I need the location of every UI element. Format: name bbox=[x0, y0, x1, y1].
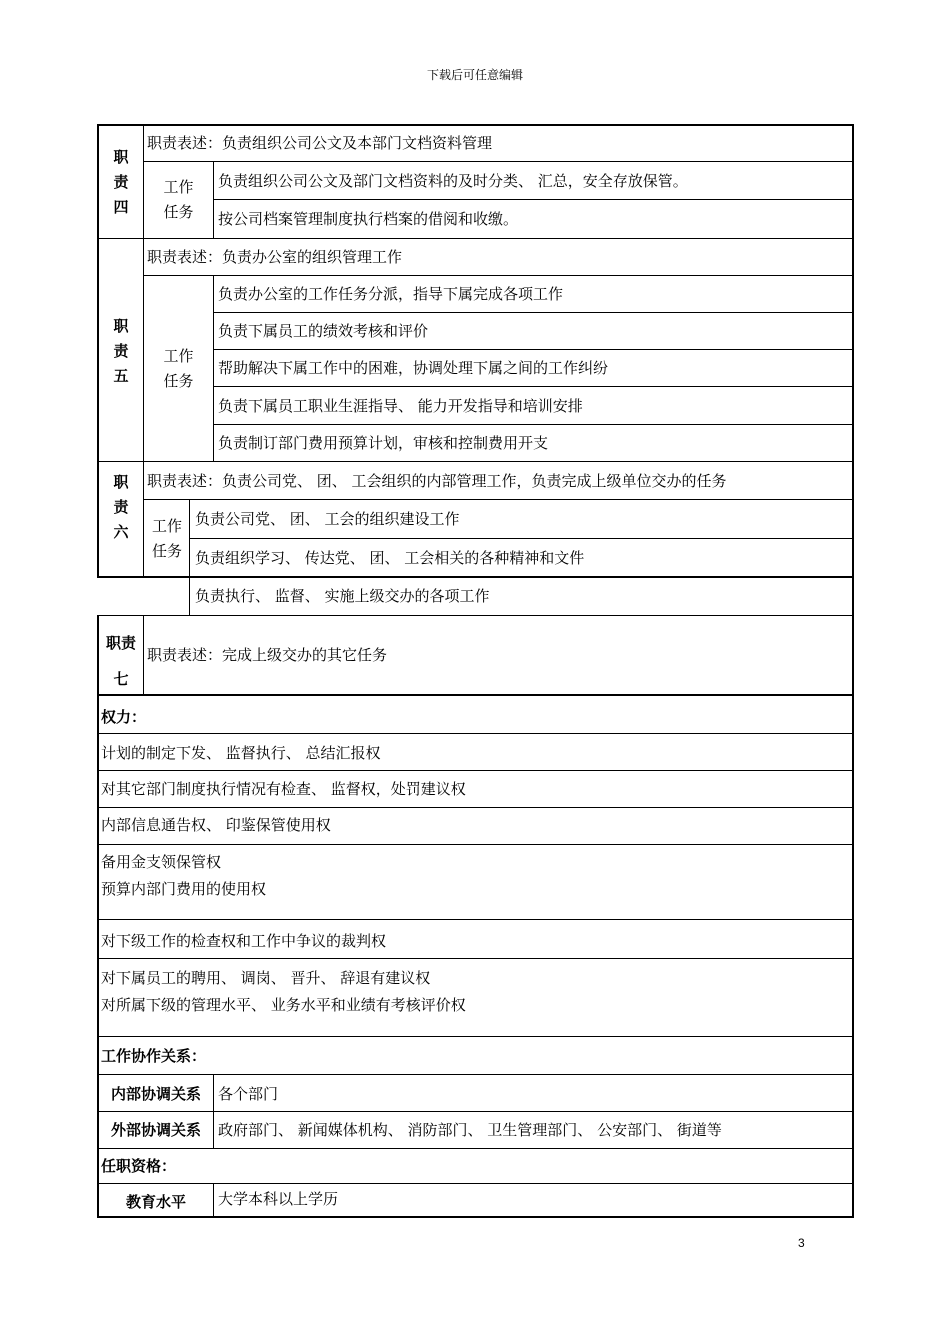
duty4-label: 职 责 四 bbox=[113, 148, 129, 216]
duty6-label: 职 责 六 bbox=[113, 473, 129, 541]
row-divider bbox=[213, 424, 853, 425]
duty5-task: 帮助解决下属工作中的困难，协调处理下属之间的工作纠纷 bbox=[218, 359, 609, 377]
power-item: 对所属下级的管理水平、 业务水平和业绩有考核评价权 bbox=[101, 996, 466, 1014]
power-item: 预算内部门费用的使用权 bbox=[101, 880, 267, 898]
row-divider bbox=[213, 386, 853, 387]
column-divider bbox=[213, 1074, 214, 1148]
duty4-task: 按公司档案管理制度执行档案的借阅和收缴。 bbox=[218, 210, 519, 228]
row-divider bbox=[97, 694, 853, 696]
duty7-description: 职责表述：完成上级交办的其它任务 bbox=[147, 646, 388, 664]
row-divider bbox=[97, 576, 853, 578]
row-divider bbox=[97, 733, 853, 734]
power-item: 对下属员工的聘用、 调岗、 晋升、 辞退有建议权 bbox=[101, 969, 431, 987]
table-bottom-border bbox=[97, 1216, 853, 1218]
duty6-task: 负责组织学习、 传达党、 团、 工会相关的各种精神和文件 bbox=[195, 549, 585, 567]
duty5-description: 职责表述：负责办公室的组织管理工作 bbox=[147, 248, 403, 266]
duty6-task: 负责公司党、 团、 工会的组织建设工作 bbox=[195, 510, 460, 528]
qualification-heading: 任职资格： bbox=[101, 1157, 177, 1175]
duty5-task: 负责下属员工职业生涯指导、 能力开发指导和培训安排 bbox=[218, 397, 583, 415]
duty4-task: 负责组织公司公文及部门文档资料的及时分类、 汇总，安全存放保管。 bbox=[218, 172, 688, 190]
duty5-task: 负责办公室的工作任务分派，指导下属完成各项工作 bbox=[218, 285, 564, 303]
row-divider bbox=[97, 1074, 853, 1075]
education-value: 大学本科以上学历 bbox=[218, 1190, 339, 1208]
duty6-task-label: 工作 任务 bbox=[151, 517, 182, 560]
duty4-task-label: 工作 任务 bbox=[163, 178, 194, 221]
row-divider bbox=[97, 844, 853, 845]
row-divider bbox=[143, 499, 853, 500]
table-right-border bbox=[852, 124, 854, 1218]
row-divider bbox=[97, 1183, 853, 1184]
duty5-label: 职 责 五 bbox=[113, 317, 129, 385]
duty6-description: 职责表述：负责公司党、 团、 工会组织的内部管理工作，负责完成上级单位交办的任务 bbox=[147, 472, 727, 490]
cooperation-heading: 工作协作关系： bbox=[101, 1047, 207, 1065]
page-header: 下载后可任意编辑 bbox=[426, 68, 523, 82]
row-divider bbox=[97, 1036, 853, 1037]
power-item: 对下级工作的检查权和工作中争议的裁判权 bbox=[101, 932, 387, 950]
table-top-border bbox=[97, 124, 853, 126]
external-coordination-value: 政府部门、 新闻媒体机构、 消防部门、 卫生管理部门、 公安部门、 街道等 bbox=[218, 1121, 722, 1139]
column-divider bbox=[213, 1183, 214, 1218]
duty5-task-label: 工作 任务 bbox=[163, 347, 194, 390]
row-divider bbox=[143, 275, 853, 276]
external-coordination-label: 外部协调关系 bbox=[110, 1121, 201, 1139]
duty6-task: 负责执行、 监督、 实施上级交办的各项工作 bbox=[195, 587, 490, 605]
column-divider bbox=[213, 161, 214, 238]
power-item: 备用金支领保管权 bbox=[101, 853, 222, 871]
power-item: 内部信息通告权、 印鉴保管使用权 bbox=[101, 816, 331, 834]
duty5-task: 负责下属员工的绩效考核和评价 bbox=[218, 322, 429, 340]
education-label: 教育水平 bbox=[125, 1193, 186, 1211]
row-divider bbox=[97, 615, 853, 616]
row-divider bbox=[97, 770, 853, 771]
row-divider bbox=[97, 1111, 853, 1112]
row-divider bbox=[97, 958, 853, 959]
row-divider bbox=[213, 349, 853, 350]
row-divider bbox=[97, 919, 853, 920]
row-divider bbox=[143, 161, 853, 162]
row-divider bbox=[97, 238, 853, 239]
duty5-task: 负责制订部门费用预算计划，审核和控制费用开支 bbox=[218, 434, 549, 452]
internal-coordination-value: 各个部门 bbox=[218, 1085, 279, 1103]
power-heading: 权力： bbox=[101, 708, 147, 726]
row-divider bbox=[97, 807, 853, 808]
column-divider bbox=[213, 275, 214, 461]
column-divider bbox=[143, 615, 144, 695]
row-divider bbox=[213, 312, 853, 313]
power-item: 对其它部门制度执行情况有检查、 监督权，处罚建议权 bbox=[101, 780, 466, 798]
page-number: 3 bbox=[798, 1236, 805, 1250]
row-divider bbox=[189, 538, 853, 539]
power-item: 计划的制定下发、 监督执行、 总结汇报权 bbox=[101, 744, 381, 762]
duty7-label: 职责 七 bbox=[105, 634, 136, 688]
row-divider bbox=[213, 199, 853, 200]
duty4-description: 职责表述：负责组织公司公文及本部门文档资料管理 bbox=[147, 134, 493, 152]
internal-coordination-label: 内部协调关系 bbox=[110, 1085, 201, 1103]
row-divider bbox=[97, 461, 853, 462]
row-divider bbox=[97, 1148, 853, 1149]
